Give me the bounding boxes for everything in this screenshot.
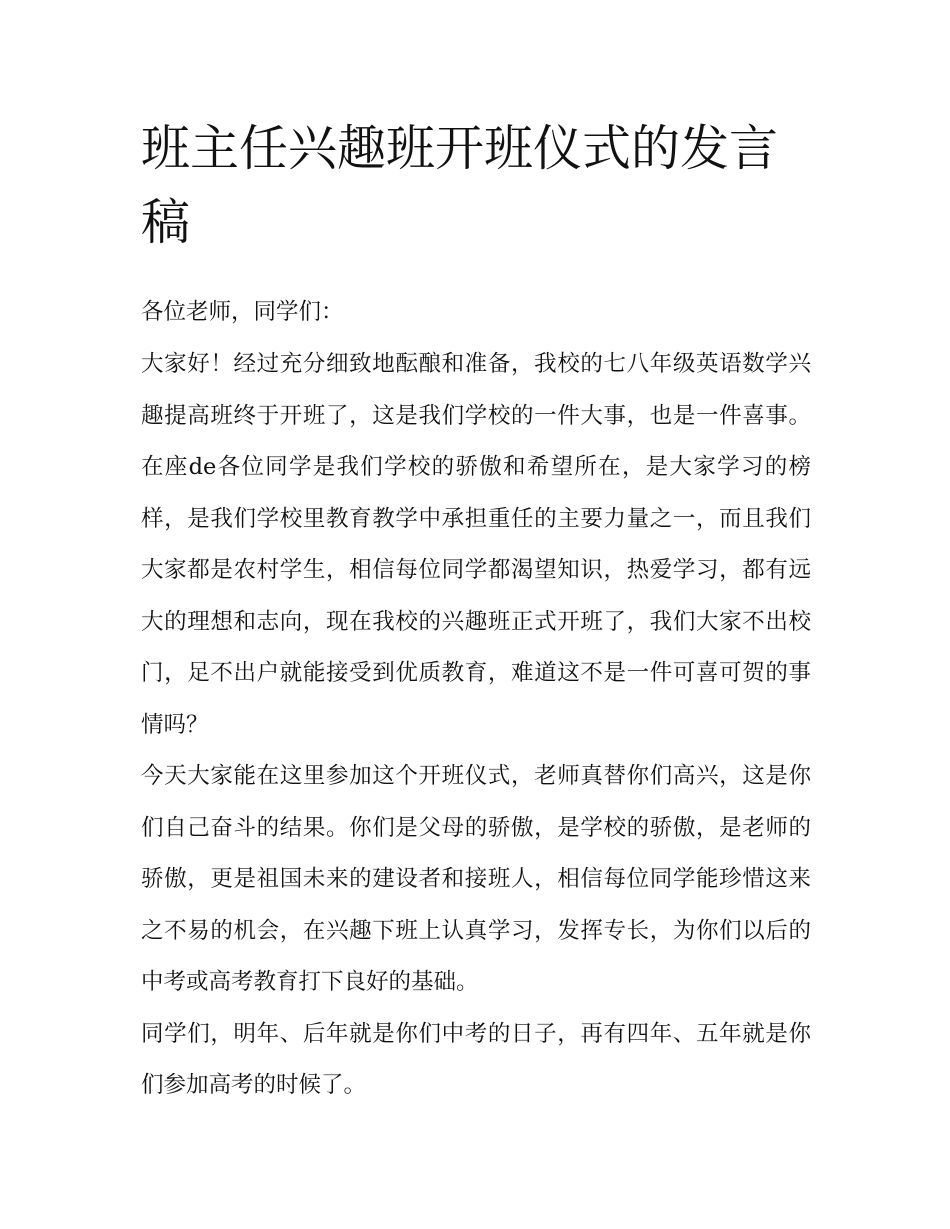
document-title: 班主任兴趣班开班仪式的发言稿 (141, 120, 779, 251)
paragraph-congratulations: 今天大家能在这里参加这个开班仪式，老师真替你们高兴，这是你们自己奋斗的结果。你们是父母的骄傲，是学校的骄傲，是老师的骄傲，更是祖国未来的建设者和接班人，相信每位同学能珍惜这来之不易的机会，在兴趣下班上认真学习，发挥专长，为你们以后的中考或高考教育打下良好的基础。 (141, 763, 811, 995)
paragraph-opening: 大家好！经过充分细致地酝酿和准备，我校的七八年级英语数学兴趣提高班终于开班了，这是我们学校的一件大事，也是一件喜事。在座de各位同学是我们学校的骄傲和希望所在，是大家学习的榜样，是我们学校里教育教学中承担重任的主要力量之一，而且我们大家都是农村学生，相信每位同学都渴望知识，热爱学习，都有远大的理想和志向，现在我校的兴趣班正式开班了，我们大家不出校门，足不出户就能接受到优质教育，难道这不是一件可喜可贺的事情吗？ (141, 351, 811, 738)
document-body (141, 112, 811, 1112)
salutation: 各位老师，同学们： (141, 299, 344, 325)
paragraph-exam-outlook: 同学们，明年、后年就是你们中考的日子，再有四年、五年就是你们参加高考的时候了。 (141, 1020, 811, 1098)
